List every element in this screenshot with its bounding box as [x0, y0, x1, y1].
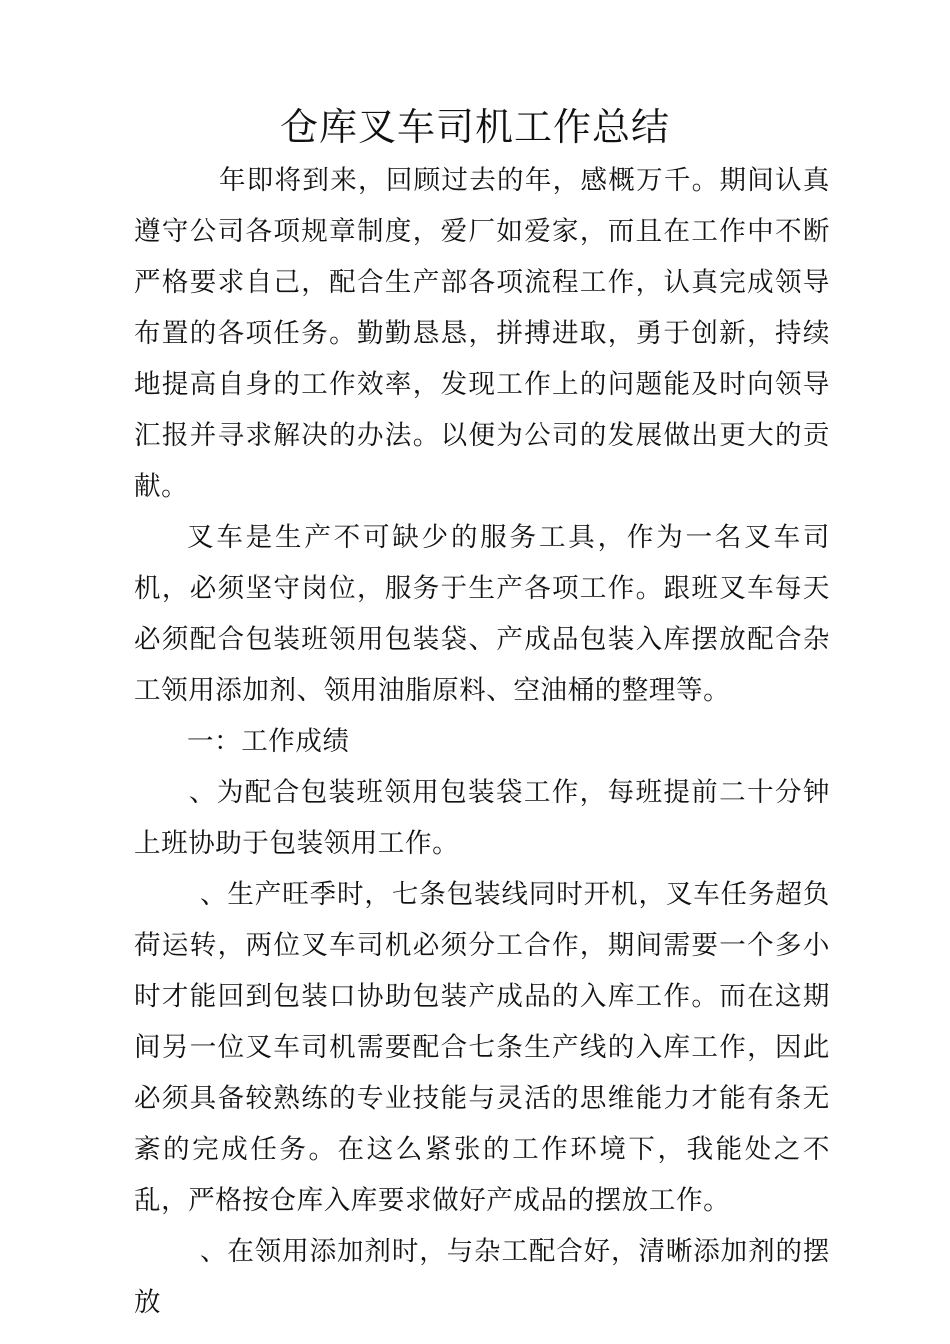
paragraph-forklift-role: 叉车是生产不可缺少的服务工具，作为一名叉车司机，必须坚守岗位，服务于生产各项工作。跟班叉车每天必须配合包装班领用包装袋、产成品包装入库摆放配合杂工领用添加剂、领用油脂原料、空油桶的整理等。: [134, 522, 830, 706]
paragraph-intro: 年即将到来，回顾过去的年，感概万千。期间认真遵守公司各项规章制度，爱厂如爱家，而且在工作中不断严格要求自己，配合生产部各项流程工作，认真完成领导布置的各项任务。勤勤恳恳，拼搏进取，勇于创新，持续地提高自身的工作效率，发现工作上的问题能及时向领导汇报并寻求解决的办法。以便为公司的发展做出更大的贡献。: [134, 165, 830, 502]
document-title: 仓库叉车司机工作总结: [279, 105, 670, 149]
paragraph-item-2: 、生产旺季时，七条包装线同时开机，叉车任务超负荷运转，两位叉车司机必须分工合作，期间需要一个多小时才能回到包装口协助包装产成品的入库工作。而在这期间另一位叉车司机需要配合七条生产线的入库工作，因此必须具备较熟练的专业技能与灵活的思维能力才能有条无紊的完成任务。在这么紧张的工作环境下，我能处之不乱，严格按仓库入库要求做好产成品的摆放工作。: [134, 879, 830, 1216]
section-heading-achievements: 一：工作成绩: [187, 726, 350, 757]
paragraph-item-1: 、为配合包装班领用包装袋工作，每班提前二十分钟上班协助于包装领用工作。: [134, 777, 830, 859]
paragraph-item-3: 、在领用添加剂时，与杂工配合好，清晰添加剂的摆放: [134, 1236, 830, 1318]
document-body: [134, 155, 830, 1328]
